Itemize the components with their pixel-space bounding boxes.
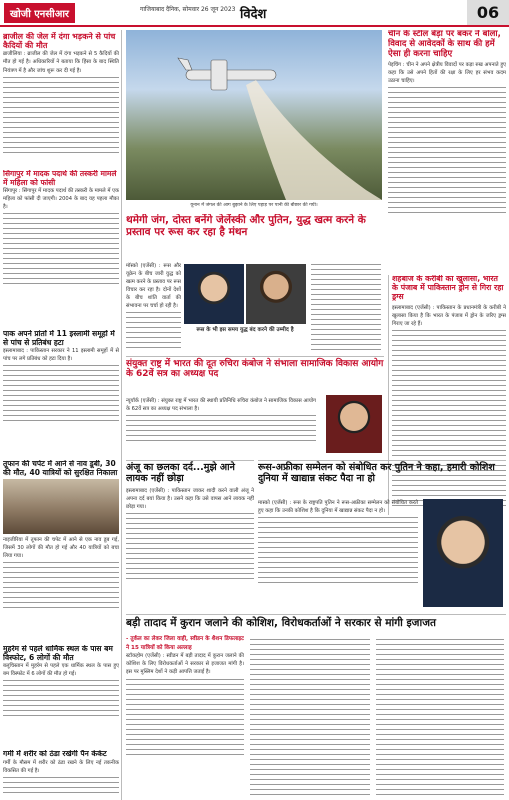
quran-story [126,614,506,798]
story-headline: संयुक्त राष्ट्र में भारत की दूत रुचिरा कंबोज ने संभाला सामाजिक विकास आयोग के 62वें सत्र का अध्यक्ष पद [126,359,384,380]
story-headline: चीन के स्टील बेड़ा पर बंकर ने बोला, विवाद से आवेदकों के साथ की हमें ऐसा ही करना चाहिए [388,30,501,59]
text-block [250,637,370,795]
text-block [3,363,119,423]
story-body: पेइचिंग : चीन ने अपने क्षेत्रीय विवादों पर कड़ा रुख अपनाते हुए कहा कि उसे अपने हितों की रक्षा के लिए हर संभव कदम उठाना चाहिए। [388,62,506,85]
story-body: स्टॉकहोम (एजेंसी) : स्वीडन में बड़ी तादाद में कुरान जलाने की कोशिश के लिए विरोधकर्ताओं ने सरकार से इजाजत मांगी है। इस पर मुस्लिम देशों ने कड़ी आपत्ति जताई है। [126,653,244,676]
text-block [3,560,119,610]
news-photo [3,479,119,534]
story-headline: रूस-अफ्रीका सम्मेलन को संबोधित कर पुतिन ने कहा, हमारी कोशिश दुनिया में खाद्यान्न संकट पैदा ना हो [258,462,495,484]
section-title: विदेश [240,7,267,22]
story-headline: शहबाज के करीबी का खुलासा, भारत के पंजाब में पाकिस्तान ड्रोन से गिरा रहा ड्रग्स [392,275,504,301]
text-block [126,511,254,581]
story-body: गर्मी के मौसम में शरीर को ठंडा रखने के लिए नई तकनीक विकसित की गई है। [3,759,119,774]
putin-photo [423,499,503,607]
story-headline: अंजू का छलका दर्द...मुझे आने लायक नहीं छोड़ा [126,462,235,484]
russia-africa-story [258,460,506,610]
story-headline: गर्मी में शरीर को ठंडा रखेगी पैन केकेट [3,750,107,758]
left-story-3 [3,330,119,423]
ruchira-kamboj-photo [326,395,382,453]
newspaper-brand: खोजी एनसीआर [4,3,75,23]
left-story-4 [3,460,119,610]
text-block [126,413,316,443]
issue-meta: गाजियाबाद दैनिक, सोमवार 26 जून 2023 [140,6,236,13]
text-block [258,515,418,585]
main-story-headline-block [126,214,382,260]
china-story [388,30,506,272]
page-number: 06 [467,0,509,26]
firefighting-plane-photo [126,30,382,200]
photo-caption: यूनान में जंगल की आग बुझाने के लिए पहाड़ पर पानी की बौछार की गयी। [190,203,318,208]
left-story-6 [3,750,119,795]
putin-photo [184,264,244,324]
story-body: न्यूयॉर्क (एजेंसी) : संयुक्त राष्ट्र में भारत की स्थायी प्रतिनिधि रुचिरा कंबोज ने सामाजिक विकास आयोग के 62वें सत्र का अध्यक्ष पद संभाला है। [126,398,316,413]
plane-icon [126,30,382,200]
story-body: इस्लामाबाद (एजेंसी) : पाकिस्तान के प्रधानमंत्री के करीबी ने खुलासा किया है कि भारत के पंजाब में ड्रोन के जरिए ड्रग्स गिराए जा रहे हैं। [392,304,506,327]
page-header [0,0,509,27]
text-block [3,775,119,795]
text-block [311,262,381,352]
story-body: मॉस्को (एजेंसी) : रूस और यूक्रेन के बीच जारी युद्ध को खत्म करने के प्रस्ताव पर रूस विचार कर रहा है। दोनों देशों के बीच शांति वार्ता की संभावना पर चर्चा हो रही है। [126,263,181,310]
left-story-5 [3,645,119,718]
left-column [0,30,122,800]
story-body: ब्राजीलिया : ब्राजील की जेल में दंगा भड़कने से 5 कैदियों की मौत हो गई है। अधिकारियों ने बताया कि हिंसा के बाद स्थिति नियंत्रण में है और जांच शुरू कर दी गई है। [3,51,119,74]
left-story-2 [3,170,119,286]
text-block [3,678,119,718]
left-story-1 [3,32,119,155]
pull-quote: रूस के भी इस समय युद्ध बंद करने की उम्मीद है [196,327,294,333]
story-subhead: - तुर्कल का लेकर जिला वाही, स्वीडन के शैशन डिफलाइट ने 15 यात्रियों को किया अल्लाह [126,636,244,651]
story-body: नाइजीरिया में तूफान की चपेट में आने से एक नाव डूब गई, जिसमें 30 लोगों की मौत हो गई और 40 यात्रियों को बचा लिया गया। [3,537,119,560]
text-block [126,677,244,757]
story-body: सिंगापुर : सिंगापुर में मादक पदार्थ की तस्करी के मामले में एक महिला को फांसी दी जाएगी। 2004 के बाद यह पहला मौका है। [3,188,119,211]
text-block [126,310,181,350]
story-body: मास्को (एजेंसी) : रूस के राष्ट्रपति पुतिन ने रूस-अफ्रीका सम्मेलन को संबोधित करते हुए कहा कि उनकी कोशिश है कि दुनिया में खाद्यान्न संकट पैदा न हो। [258,500,418,515]
story-body: इस्लामाबाद : पाकिस्तान सरकार ने 11 इस्लामी समूहों में से पांच पर लगे प्रतिबंध को हटा दिया है। [3,348,119,363]
story-headline: तूफान की चपेट में आने से नाव डूबी, 30 की मौत, 40 यात्रियों को सुरक्षित निकाला [3,460,118,477]
story-body: इस्लामाबाद (एजेंसी) : पाकिस्तान जाकर शादी करने वाली अंजू ने अपना दर्द बयां किया है। उसने कहा कि उसे वापस आने लायक नहीं छोड़ा गया। [126,487,254,510]
story-headline: बड़ी तादाद में कुरान जलाने की कोशिश, विरोधकर्ताओं ने सरकार से मांगी इजाजत [126,617,436,629]
text-block [3,75,119,155]
story-headline: पाक अपने प्रांतों में 11 इस्लामी समूहों में से पांच से प्रतिबंध हटा [3,330,115,347]
text-block [388,85,506,215]
anju-story [126,460,254,610]
text-block [3,211,119,286]
story-headline: सिंगापुर में मादक पदार्थ की तस्करी मामले में महिला को फांसी [3,170,117,187]
story-headline: मुहर्रम से पहले धार्मिक स्थल के पास बम विस्फोट, 6 लोगों की मौत [3,645,113,662]
story-body: बलूचिस्तान में मुहर्रम से पहले एक धार्मिक स्थल के पास हुए बम विस्फोट में 6 लोगों की मौत हो गई। [3,663,119,678]
main-headline: थमेगी जंग, दोस्त बनेंगे जेलेंस्की और पुतिन, युद्ध खत्म करने के प्रस्ताव पर रूस कर रहा है मंथन [126,214,366,239]
text-block [376,637,504,795]
story-headline: ब्राजील की जेल में दंगा भड़कने से पांच कैदियों की मौत [3,32,116,51]
main-story [126,262,382,354]
zelensky-photo [246,264,306,324]
un-story [126,356,384,456]
